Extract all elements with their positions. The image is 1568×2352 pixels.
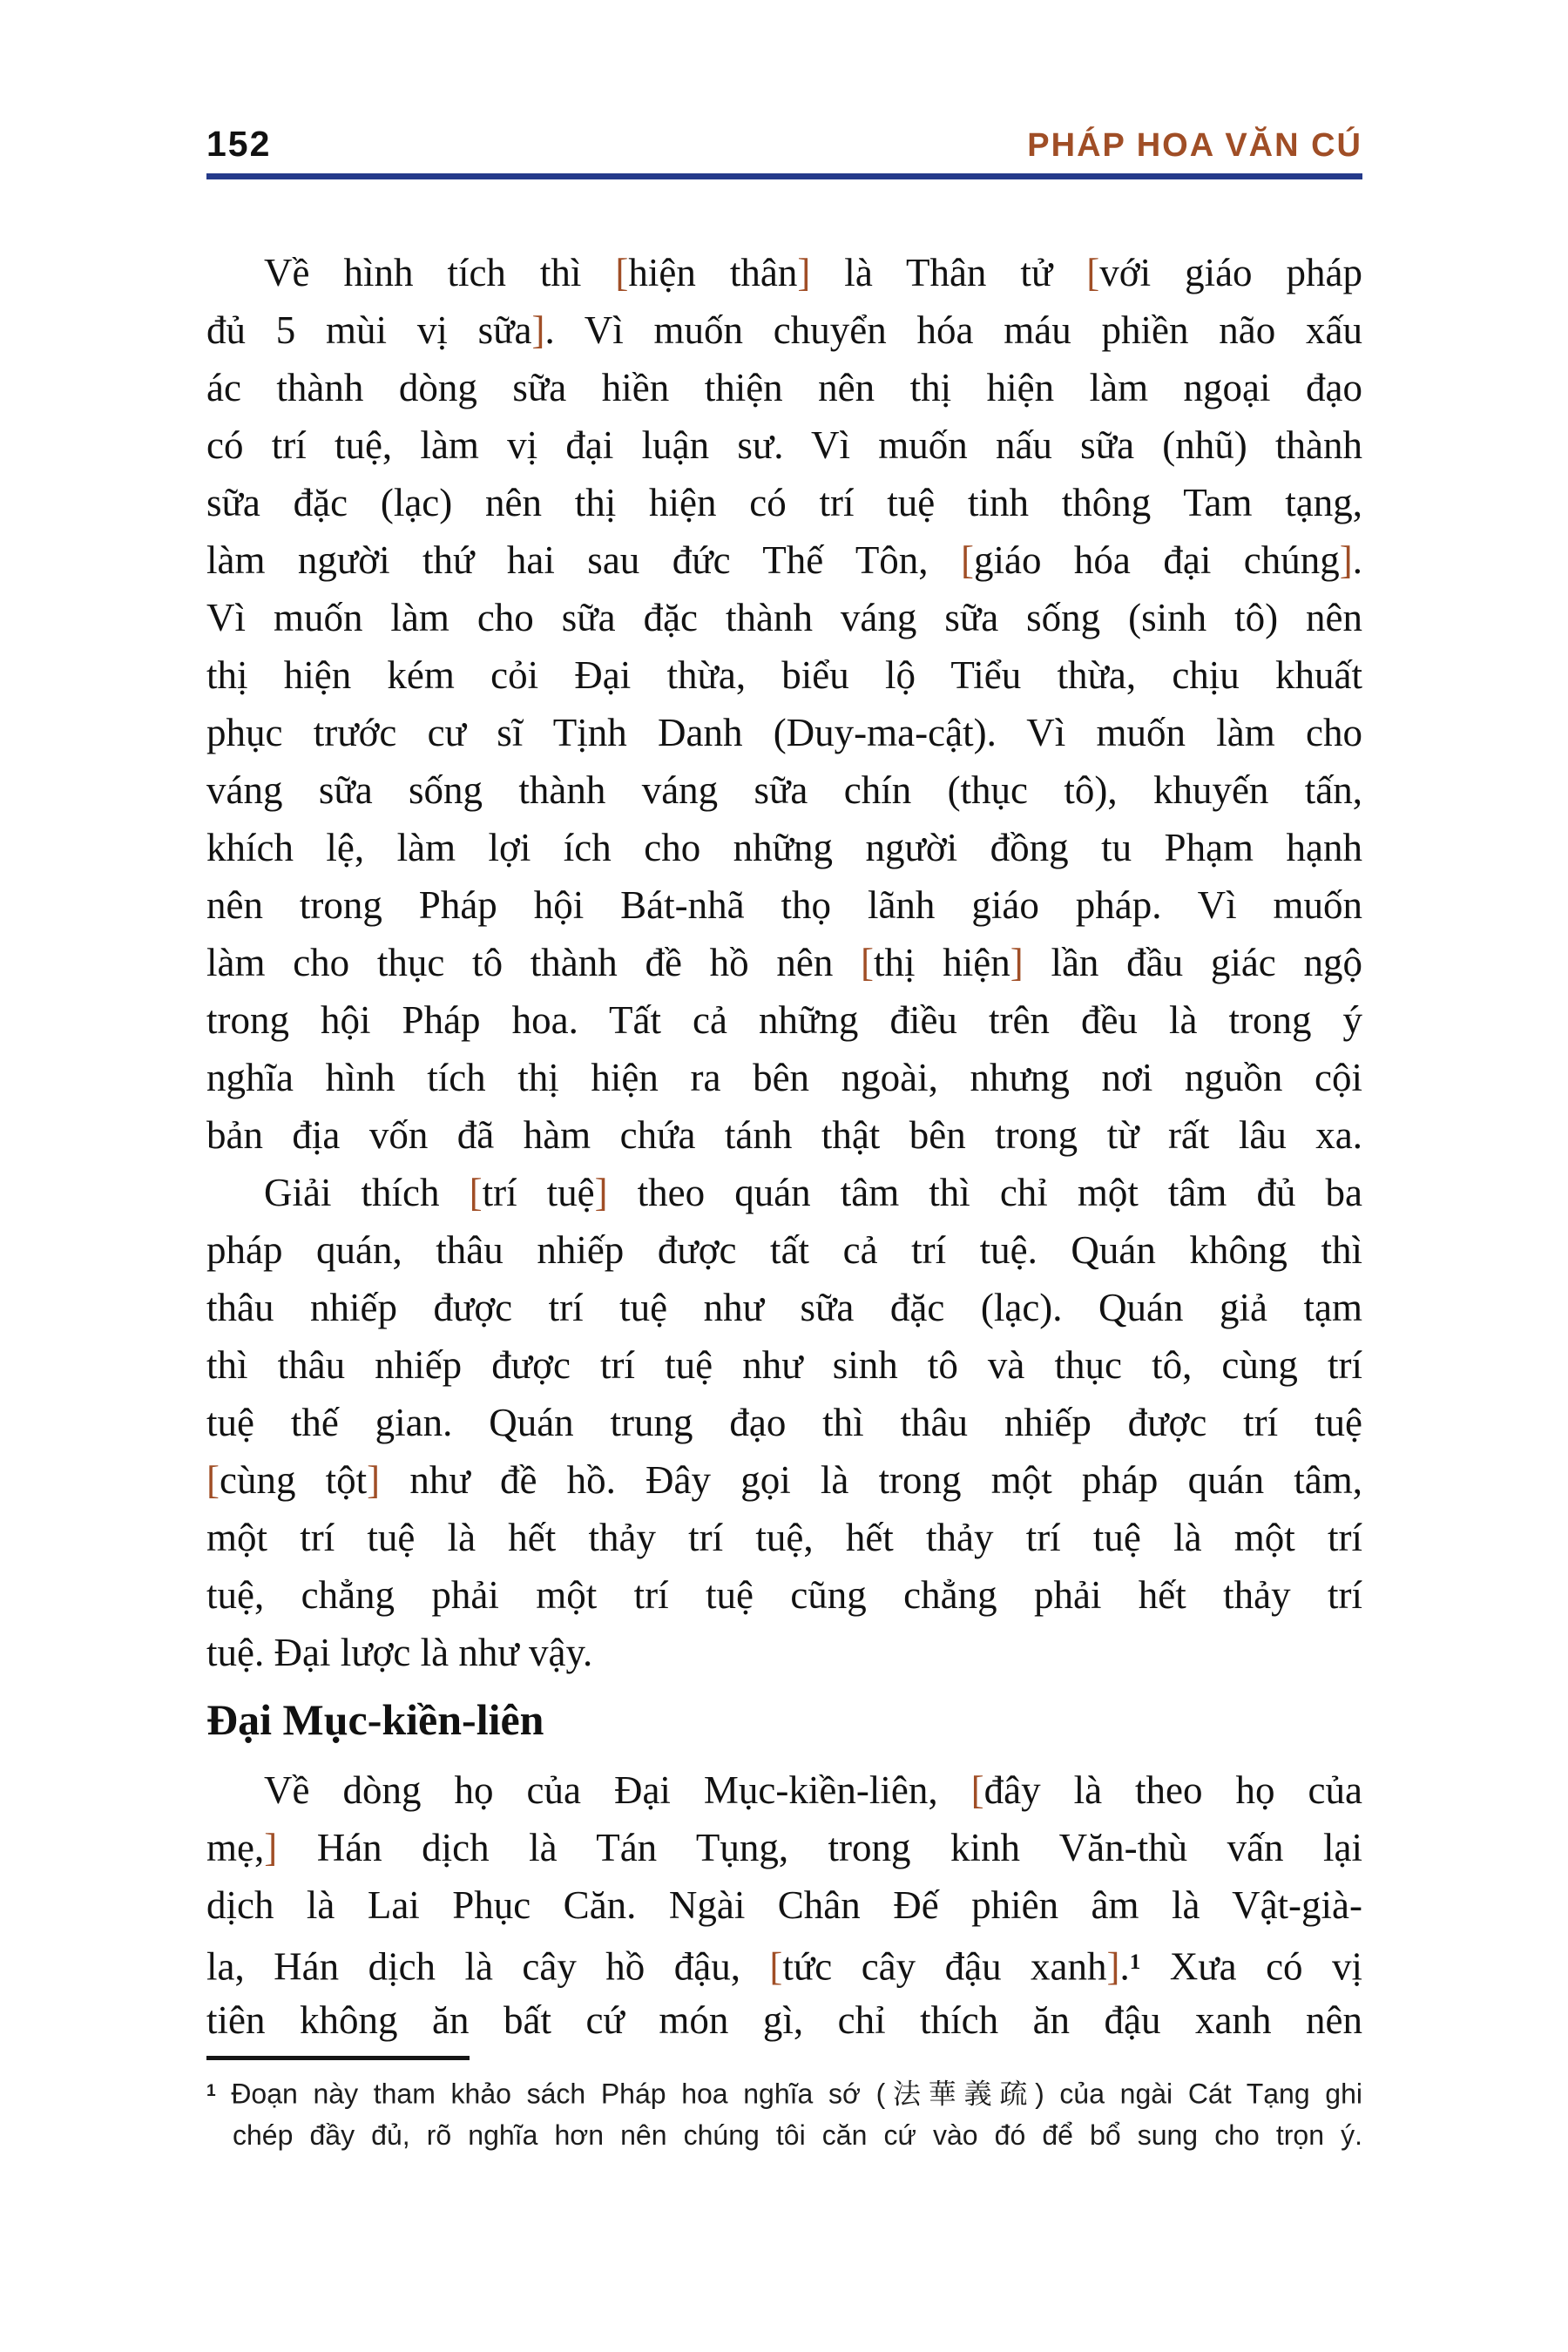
text-segment: có trí tuệ, làm vị đại luận sư. Vì muốn nấu sữa (nhũ) thành bbox=[206, 423, 1362, 467]
section-heading: Đại Mục-kiền-liên bbox=[206, 1695, 544, 1744]
text-segment: trí tuệ bbox=[482, 1171, 595, 1214]
text-line bbox=[206, 704, 1362, 761]
text-line bbox=[206, 1761, 1362, 1819]
text-segment: . bbox=[1119, 1944, 1130, 1989]
editorial-bracket: [ bbox=[615, 251, 629, 294]
text-line bbox=[206, 1336, 1362, 1394]
footnote-marker: 1 bbox=[1129, 1950, 1141, 1974]
text-segment: trong hội Pháp hoa. Tất cả những điều trên đều là trong ý bbox=[206, 998, 1362, 1042]
editorial-bracket: ] bbox=[531, 308, 545, 352]
text-line bbox=[206, 1509, 1362, 1566]
footnote bbox=[206, 2070, 1362, 2157]
text-line bbox=[206, 1819, 1362, 1876]
text-segment: Về dòng họ của Đại Mục-kiền-liên, bbox=[264, 1768, 971, 1812]
page-header bbox=[206, 124, 1362, 167]
text-line bbox=[206, 1451, 1362, 1509]
paragraph-1 bbox=[206, 244, 1362, 1164]
editorial-bracket: ] bbox=[367, 1458, 381, 1502]
text-line bbox=[206, 934, 1362, 991]
editorial-bracket: ] bbox=[1106, 1944, 1120, 1989]
text-line bbox=[206, 1394, 1362, 1451]
text-line bbox=[206, 244, 1362, 301]
text-line bbox=[206, 991, 1362, 1049]
text-line bbox=[206, 1876, 1362, 1934]
page-body bbox=[206, 244, 1362, 2049]
text-line bbox=[206, 531, 1362, 589]
text-segment: hiện thân bbox=[628, 251, 798, 294]
text-line bbox=[206, 646, 1362, 704]
text-segment: giáo hóa đại chúng bbox=[974, 538, 1340, 582]
footnote-marker: 1 bbox=[206, 2082, 216, 2100]
text-segment: với giáo pháp bbox=[1099, 251, 1362, 294]
text-line bbox=[206, 1164, 1362, 1221]
text-line bbox=[206, 416, 1362, 474]
text-segment: Giải thích bbox=[264, 1171, 470, 1214]
text-line bbox=[206, 1221, 1362, 1279]
editorial-bracket: [ bbox=[469, 1171, 483, 1214]
text-segment: khích lệ, làm lợi ích cho những người đồng tu Phạm hạnh bbox=[206, 826, 1362, 869]
text-segment: theo quán tâm thì chỉ một tâm đủ ba bbox=[607, 1171, 1362, 1214]
paragraph-2 bbox=[206, 1164, 1362, 1681]
text-segment: đủ 5 mùi vị sữa bbox=[206, 308, 532, 352]
editorial-bracket: [ bbox=[970, 1768, 984, 1812]
running-title: PHÁP HOA VĂN CÚ bbox=[1027, 127, 1362, 164]
text-segment: làm người thứ hai sau đức Thế Tôn, bbox=[206, 538, 962, 582]
paragraph-3 bbox=[206, 1761, 1362, 2049]
text-segment: sữa đặc (lạc) nên thị hiện có trí tuệ tinh thông Tam tạng, bbox=[206, 481, 1362, 524]
text-segment: cùng tột bbox=[220, 1458, 368, 1502]
text-segment: Vì muốn làm cho sữa đặc thành váng sữa sống (sinh tô) nên bbox=[206, 596, 1362, 639]
text-segment: tuệ. Đại lược là như vậy. bbox=[206, 1631, 593, 1674]
text-segment: . bbox=[1352, 538, 1362, 582]
text-segment: là Thân tử bbox=[810, 251, 1087, 294]
text-line bbox=[206, 819, 1362, 876]
text-line bbox=[206, 1049, 1362, 1106]
text-line bbox=[206, 2113, 1362, 2157]
text-segment: phục trước cư sĩ Tịnh Danh (Duy-ma-cật). Vì muốn làm cho bbox=[206, 711, 1362, 754]
text-segment: tức cây đậu xanh bbox=[782, 1944, 1107, 1989]
editorial-bracket: [ bbox=[206, 1458, 220, 1502]
page-number: 152 bbox=[206, 124, 272, 164]
text-segment: thâu nhiếp được trí tuệ như sữa đặc (lạc). Quán giả tạm bbox=[206, 1286, 1362, 1329]
text-segment: thì thâu nhiếp được trí tuệ như sinh tô và thục tô, cùng trí bbox=[206, 1343, 1362, 1387]
text-line bbox=[206, 1624, 1362, 1681]
text-segment: Về hình tích thì bbox=[264, 251, 616, 294]
editorial-bracket: ] bbox=[594, 1171, 608, 1214]
text-segment: tiên không ăn bất cứ món gì, chỉ thích ăn đậu xanh nên bbox=[206, 1998, 1362, 2042]
text-line bbox=[206, 1566, 1362, 1624]
text-segment: váng sữa sống thành váng sữa chín (thục tô), khuyến tấn, bbox=[206, 768, 1362, 812]
text-segment: pháp quán, thâu nhiếp được tất cả trí tuệ. Quán không thì bbox=[206, 1228, 1362, 1272]
text-segment: làm cho thục tô thành đề hồ nên bbox=[206, 941, 862, 984]
text-segment: như đề hồ. Đây gọi là trong một pháp quán tâm, bbox=[380, 1458, 1362, 1502]
text-line bbox=[206, 589, 1362, 646]
text-segment: nghĩa hình tích thị hiện ra bên ngoài, nhưng nơi nguồn cội bbox=[206, 1056, 1362, 1099]
text-line bbox=[206, 1106, 1362, 1164]
text-segment: ác thành dòng sữa hiền thiện nên thị hiện làm ngoại đạo bbox=[206, 366, 1362, 409]
text-segment: Hán dịch là Tán Tụng, trong kinh Văn-thù vấn lại bbox=[277, 1826, 1362, 1869]
text-segment: bản địa vốn đã hàm chứa tánh thật bên trong từ rất lâu xa. bbox=[206, 1113, 1362, 1157]
editorial-bracket: [ bbox=[769, 1944, 783, 1989]
text-line bbox=[206, 1991, 1362, 2049]
editorial-bracket: [ bbox=[961, 538, 975, 582]
text-segment: la, Hán dịch là cây hồ đậu, bbox=[206, 1944, 770, 1989]
text-line bbox=[206, 474, 1362, 531]
text-segment: lần đầu giác ngộ bbox=[1023, 941, 1362, 984]
text-segment: tuệ thế gian. Quán trung đạo thì thâu nhiếp được trí tuệ bbox=[206, 1401, 1362, 1444]
text-segment: một trí tuệ là hết thảy trí tuệ, hết thảy trí tuệ là một trí bbox=[206, 1516, 1362, 1559]
editorial-bracket: ] bbox=[1010, 941, 1024, 984]
text-segment: chép đầy đủ, rõ nghĩa hơn nên chúng tôi căn cứ vào đó để bổ sung cho trọn ý. bbox=[233, 2119, 1362, 2151]
text-segment: dịch là Lai Phục Căn. Ngài Chân Đế phiên âm là Vật-già- bbox=[206, 1883, 1362, 1927]
text-segment: đây là theo họ của bbox=[983, 1768, 1362, 1812]
header-rule bbox=[206, 173, 1362, 179]
text-segment: nên trong Pháp hội Bát-nhã thọ lãnh giáo pháp. Vì muốn bbox=[206, 883, 1362, 927]
text-segment: Đoạn này tham khảo sách Pháp hoa nghĩa sớ (法華義疏) của ngài Cát Tạng ghi bbox=[215, 2078, 1362, 2110]
text-line bbox=[206, 876, 1362, 934]
text-segment: thị hiện bbox=[874, 941, 1010, 984]
text-segment: Xưa có vị bbox=[1140, 1944, 1362, 1989]
text-line bbox=[206, 1279, 1362, 1336]
editorial-bracket: [ bbox=[861, 941, 875, 984]
text-line bbox=[206, 1934, 1362, 1991]
editorial-bracket: [ bbox=[1086, 251, 1100, 294]
text-line bbox=[206, 761, 1362, 819]
footnote-separator bbox=[206, 2056, 470, 2060]
text-line bbox=[206, 359, 1362, 416]
text-segment: thị hiện kém cỏi Đại thừa, biểu lộ Tiểu thừa, chịu khuất bbox=[206, 653, 1362, 697]
editorial-bracket: ] bbox=[797, 251, 811, 294]
text-line bbox=[206, 2070, 1362, 2113]
text-segment: tuệ, chẳng phải một trí tuệ cũng chẳng phải hết thảy trí bbox=[206, 1573, 1362, 1617]
editorial-bracket: ] bbox=[1339, 538, 1353, 582]
text-line bbox=[206, 301, 1362, 359]
text-segment: . Vì muốn chuyển hóa máu phiền não xấu bbox=[544, 308, 1362, 352]
editorial-bracket: ] bbox=[264, 1826, 278, 1869]
text-segment: mẹ, bbox=[206, 1826, 265, 1869]
